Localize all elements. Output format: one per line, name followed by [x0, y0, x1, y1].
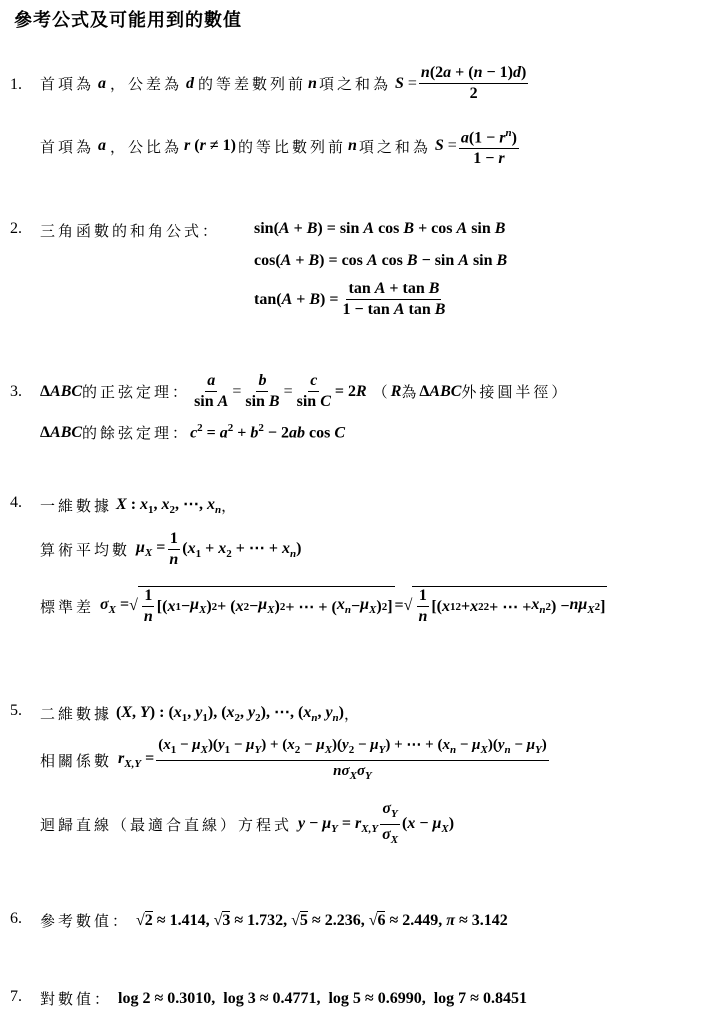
correlation-formula: 相關係數 $r_{X,Y}$ = $(x_1 - \mu_X)(y_1 - \mu_Y) + (x_2 - \mu_X)(y_2 - \mu_Y)$ + ⋯ + $(x_n - \mu_X)(y_n - \mu_Y)$ $n\sigma_X\sigma_Y$ — [40, 737, 547, 782]
sd-formula: 標準差 $\sigma_X$ = √ $\frac{1}{n}$ [( x 1 − $\mu_X$ ) 2 + ( x 2 − $\mu_X$ ) 2 + ⋯ + ( $x_n$ − $\mu_X$ ) 2 ] = √ $\frac{1}{n}$ [( x 1 2 + x 2 2 + ⋯ + $x_n$ 2 ) − $n\mu_X$ 2 ] — [40, 587, 606, 625]
cos-sum-formula: cos(A + B) = cos A cos B − sin A sin B — [254, 252, 508, 269]
item-number-5: 5. — [10, 702, 22, 719]
law-of-sines: ΔABC 的正弦定理： $\frac{a}{\text{sin A}}$ = $\frac{b}{\text{sin B}}$ = $\frac{c}{\text{sin C}}$ = 2R （ R 為 ΔABC 外接圓半徑） — [40, 372, 570, 410]
geom-series-formula: 首項為 a ，公比為 r (r ≠ 1) 的等比數列前 n 項之和為 S = $\frac{a(1 - r^n)}{1 - r}$ — [40, 124, 521, 168]
log-values: 對數值： log 2 ≈ 0.3010, log 3 ≈ 0.4771, log 5 ≈ 0.6990, log 7 ≈ 0.8451 — [40, 989, 527, 1008]
page-title: 參考公式及可能用到的數值 — [14, 10, 242, 31]
item-number-2: 2. — [10, 220, 22, 237]
regression-formula: 迴歸直線（最適合直線）方程式 $y - \mu_Y = r_{X,Y}$ $\frac{\sigma_Y}{\sigma_X}$ $(x - \mu_X)$ — [40, 800, 455, 847]
tan-sum-formula: tan(A + B) = $\frac{\text{tan A + tan B}}{\text{1 − tan A tan B}}$ — [254, 280, 446, 318]
mean-formula: 算術平均數 $\mu_X$ = $\frac{1}{n}$ ($x_1 + x_2$ + ⋯ + $x_n$) — [40, 530, 302, 568]
sin-sum-formula: sin(A + B) = sin A cos B + cos A sin B — [254, 220, 506, 237]
reference-values: 參考數值： √2 ≈ 1.414, √3 ≈ 1.732, √5 ≈ 2.236, √6 ≈ 2.449, π ≈ 3.142 — [40, 911, 508, 930]
arith-series-formula: 首項為 a ，公差為 d 的等差數列前 n 項之和為 S = $\frac{n(2a + (n - 1)d)}{2}$ — [40, 64, 527, 102]
item-number-3: 3. — [10, 383, 22, 400]
law-of-cosines: ΔABC 的餘弦定理： $c^2 = a^2 + b^2 - 2ab$ cos C — [40, 422, 346, 442]
geom-sum-fraction: $\frac{a(1 - r^n)}{1 - r}$ — [459, 124, 519, 168]
text-first-term: 首項為 — [40, 75, 95, 93]
two-dim-data: 二維數據 (X, Y) : ($x_1$, $y_1$), ($x_2$, $y_2$), ⋯, ($x_n$, $y_n$) ， — [40, 704, 363, 725]
item-number-6: 6. — [10, 910, 22, 927]
trig-label: 三角函數的和角公式： — [40, 222, 221, 240]
item-number-4: 4. — [10, 494, 22, 511]
item-number-1: 1. — [10, 76, 22, 93]
arith-sum-fraction: $\frac{n(2a + (n - 1)d)}{2}$ — [420, 64, 527, 102]
item-number-7: 7. — [10, 988, 22, 1005]
one-dim-data: 一維數據 X : $x_1$, $x_2$, ⋯, $x_n$ ， — [40, 496, 240, 517]
